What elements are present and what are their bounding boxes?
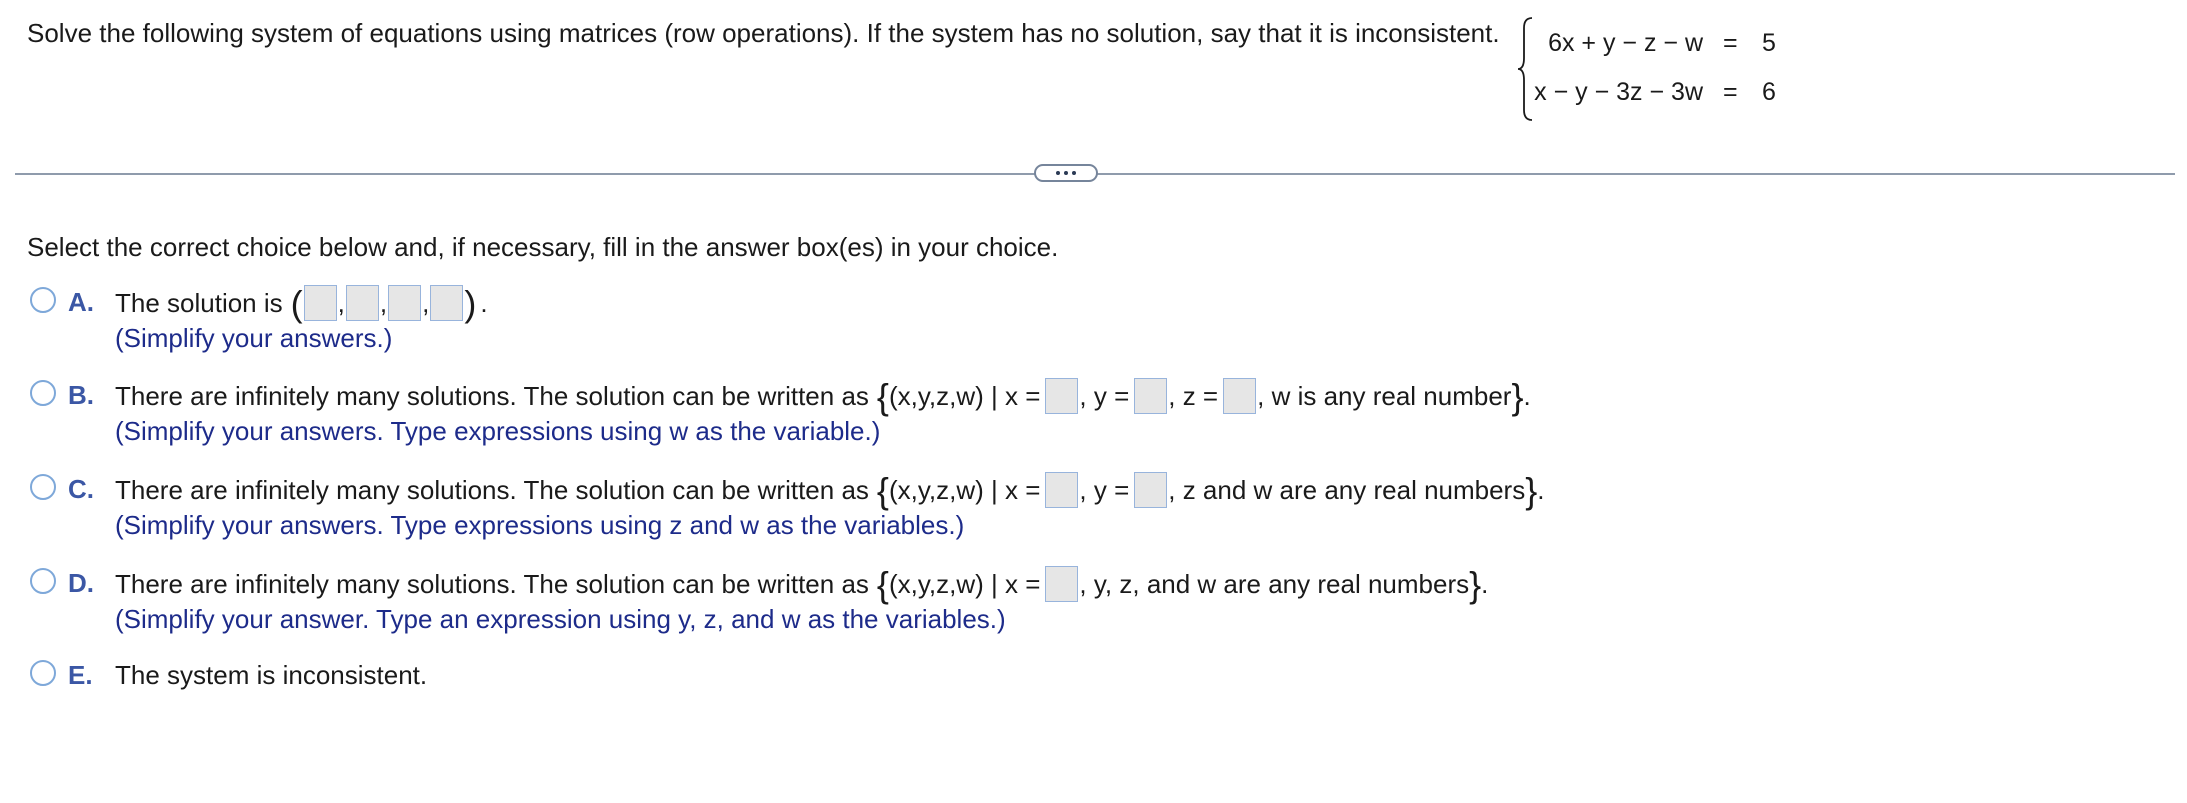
choice-e-letter: E. <box>68 660 93 690</box>
choice-e-text: The system is inconsistent. <box>115 660 428 690</box>
choice-d-letter: D. <box>68 568 94 598</box>
set-open-brace: { <box>876 376 889 417</box>
choice-e-radio[interactable] <box>30 660 56 686</box>
choice-e-line <box>115 658 427 692</box>
choice-b-line <box>115 376 1531 417</box>
choice-c-period: . <box>1537 475 1545 505</box>
b-x-input[interactable] <box>1045 378 1078 414</box>
b-tail: , w is any real number <box>1257 381 1512 411</box>
choice-d-text: There are infinitely many solutions. The solution can be written as <box>115 569 869 599</box>
choice-c-letter: C. <box>68 474 94 504</box>
c-y-input[interactable] <box>1134 472 1167 508</box>
choice-a-text: The solution is <box>115 288 283 318</box>
d-x-input[interactable] <box>1045 566 1078 602</box>
instruction-text: Select the correct choice below and, if necessary, fill in the answer box(es) in your choice. <box>27 232 1059 262</box>
choice-b-text: There are infinitely many solutions. The solution can be written as <box>115 381 869 411</box>
set-head: (x,y,z,w) | x = <box>888 569 1041 599</box>
choice-d-radio[interactable] <box>30 568 56 594</box>
equation-1-equals: = <box>1723 29 1738 57</box>
c-x-input[interactable] <box>1045 472 1078 508</box>
choice-c-radio[interactable] <box>30 474 56 500</box>
choice-b-radio[interactable] <box>30 380 56 406</box>
b-z-input[interactable] <box>1223 378 1256 414</box>
equation-2-rhs: 6 <box>1762 78 1776 106</box>
solution-x-input[interactable] <box>304 285 337 321</box>
more-dot <box>1064 171 1068 175</box>
choice-a-close-paren: ) <box>464 283 477 324</box>
set-close-brace: } <box>1469 564 1482 605</box>
choice-b-letter: B. <box>68 380 94 410</box>
solution-z-input[interactable] <box>388 285 421 321</box>
solution-y-input[interactable] <box>346 285 379 321</box>
choice-a-hint: (Simplify your answers.) <box>115 323 393 353</box>
choice-d-period: . <box>1481 569 1489 599</box>
choice-b-hint: (Simplify your answers. Type expressions using w as the variable.) <box>115 416 881 446</box>
b-y-label: , y = <box>1079 381 1130 411</box>
choice-b-period: . <box>1523 381 1531 411</box>
equation-2-equals: = <box>1723 78 1738 106</box>
choice-a-radio[interactable] <box>30 287 56 313</box>
set-open-brace: { <box>876 470 889 511</box>
comma: , <box>379 288 388 318</box>
comma: , <box>337 288 345 318</box>
c-tail: , z and w are any real numbers <box>1168 475 1526 505</box>
equation-1-lhs: 6x + y − z − w <box>1548 29 1703 57</box>
set-head: (x,y,z,w) | x = <box>888 381 1041 411</box>
expand-more-button[interactable] <box>1034 164 1098 182</box>
solution-w-input[interactable] <box>430 285 463 321</box>
equation-1-rhs: 5 <box>1762 29 1776 57</box>
set-open-brace: { <box>876 564 889 605</box>
left-brace-icon <box>1516 16 1536 122</box>
choice-a-line <box>115 283 488 324</box>
choice-a-letter: A. <box>68 287 94 317</box>
set-close-brace: } <box>1511 376 1524 417</box>
choice-d-hint: (Simplify your answer. Type an expression using y, z, and w as the variables.) <box>115 604 1006 634</box>
question-text: Solve the following system of equations using matrices (row operations). If the system has no solution, say that it is inconsistent. <box>27 18 1500 48</box>
comma: , <box>422 288 430 318</box>
equation-2-lhs: x − y − 3z − 3w <box>1534 78 1703 106</box>
set-close-brace: } <box>1525 470 1538 511</box>
choice-a-open-paren: ( <box>290 283 303 324</box>
more-dot <box>1072 171 1076 175</box>
choice-d-line <box>115 564 1489 605</box>
choice-c-line <box>115 470 1545 511</box>
more-dots-icon <box>1056 171 1060 175</box>
d-tail: , y, z, and w are any real numbers <box>1079 569 1470 599</box>
choice-a-period: . <box>480 288 488 318</box>
choice-c-text: There are infinitely many solutions. The solution can be written as <box>115 475 869 505</box>
b-y-input[interactable] <box>1134 378 1167 414</box>
c-y-label: , y = <box>1079 475 1130 505</box>
choice-c-hint: (Simplify your answers. Type expressions using z and w as the variables.) <box>115 510 965 540</box>
set-head: (x,y,z,w) | x = <box>888 475 1041 505</box>
b-z-label: , z = <box>1168 381 1219 411</box>
